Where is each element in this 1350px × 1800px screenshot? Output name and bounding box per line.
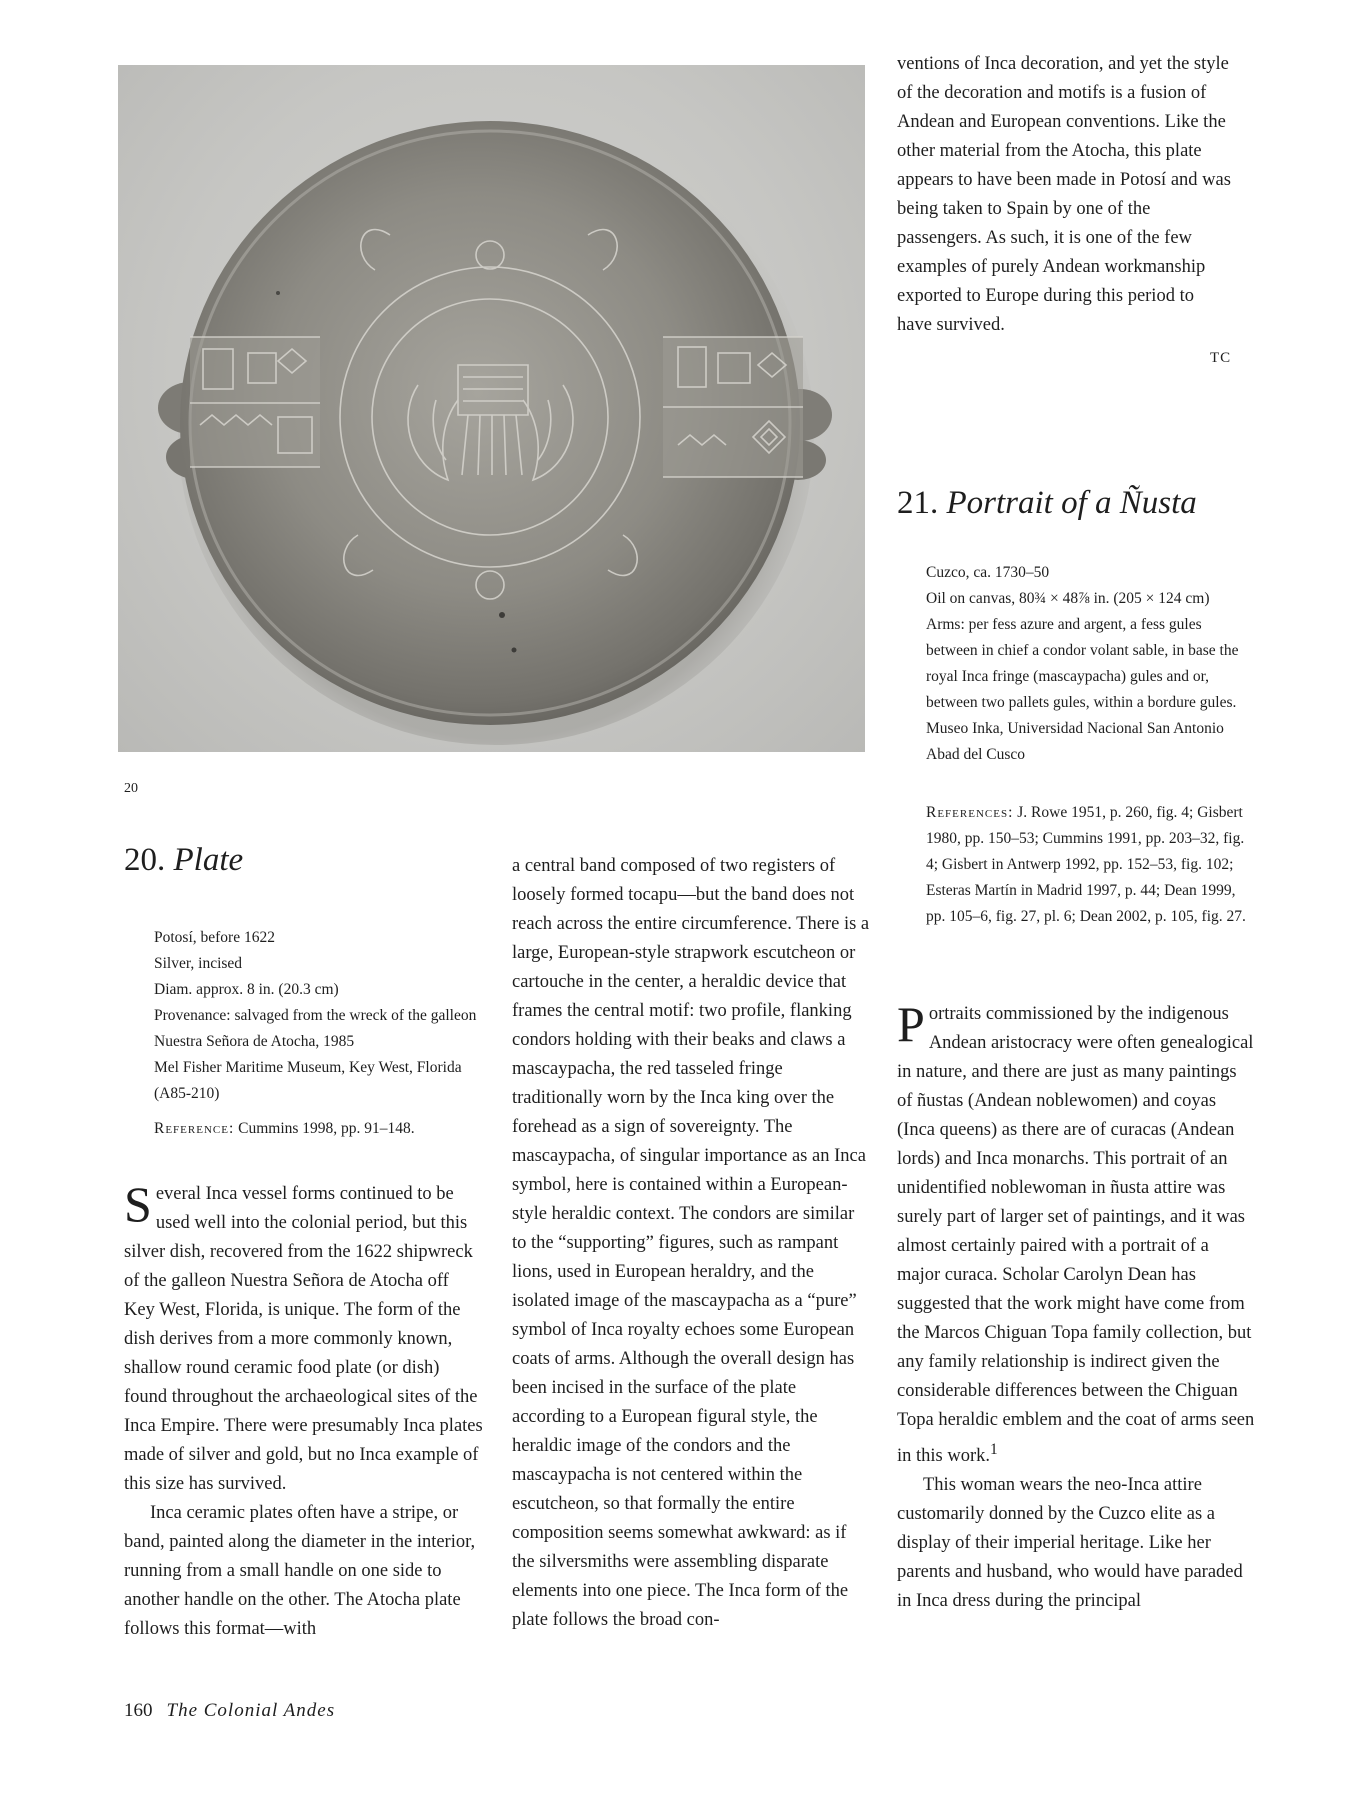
- column-1: [124, 1176, 484, 1644]
- column-3-bottom: [897, 996, 1255, 1616]
- entry-21-dropcap: P: [897, 996, 925, 1052]
- entry-20-number: 20.: [124, 842, 166, 878]
- entry-20-origin: Potosí, before 1622: [154, 929, 275, 946]
- entry-21-reference-text: J. Rowe 1951, p. 260, fig. 4; Gisbert 1980, pp. 150–53; Cummins 1991, pp. 203–32, fig. 4; Gisbert in Antwerp 1992, pp. 152–53, fig. 102; Esteras Martín in Madrid 1997, p. 44; Dean 1999, pp. 105–6, fig. 27, pl. 6; Dean 2002, p. 105, fig. 27.: [926, 804, 1246, 925]
- entry-21-number: 21.: [897, 485, 939, 521]
- entry-20-paragraph-1: [124, 1176, 484, 1499]
- plate-photograph: [118, 65, 865, 752]
- entry-20-title-text: Plate: [173, 842, 244, 878]
- entry-21-paragraph-2: This woman wears the neo-Inca attire customarily donned by the Cuzco elite as a display of their imperial heritage. Like her parents and husband, who would have paraded in Inca dress during the principal: [897, 1475, 1243, 1612]
- plate-illustration: [118, 65, 865, 752]
- column-2: [512, 852, 870, 1635]
- entry-21-title: [897, 485, 1197, 522]
- entry-21-references: [926, 800, 1246, 930]
- entry-21-metadata: [926, 560, 1256, 768]
- entry-20-title: [124, 842, 243, 879]
- entry-20-dropcap: S: [124, 1176, 152, 1232]
- entry-21-arms: Arms: per fess azure and argent, a fess gules between in chief a condor volant sable, in base the royal Inca fringe (mascaypacha) gules and or, between two pallets gules, within a bordure gules.: [926, 616, 1239, 711]
- author-initials: TC: [1210, 350, 1232, 366]
- entry-20-paragraph-3: a central band composed of two registers of loosely formed tocapu—but the band does not reach across the entire circumference. There is a large, European-style strapwork escutcheon or cartouche in the center, a heraldic device that frames the central motif: two profile, flanking condors holding with their beaks and claws a mascaypacha, the red tasseled fringe traditionally worn by the Inca king over the forehead as a sign of sovereignty. The mascaypacha, of singular importance as an Inca symbol, here is contained within a European-style heraldic context. The condors are similar to the “supporting” figures, such as rampant lions, used in European heraldry, and the isolated image of the mascaypacha as a “pure” symbol of Inca royalty echoes some European coats of arms. Although the overall design has been incised in the surface of the plate according to a European figural style, the heraldic image of the condors and the mascaypacha is not centered within the escutcheon, so that formally the entire composition seems somewhat awkward: as if the silversmiths were assembling disparate elements into one piece. The Inca form of the plate follows the broad con-: [512, 856, 870, 1630]
- entry-20-provenance: Provenance: salvaged from the wreck of the galleon Nuestra Señora de Atocha, 1985: [154, 1007, 477, 1050]
- column-3-top: [897, 50, 1233, 340]
- entry-21-title-text: Portrait of a Ñusta: [946, 485, 1197, 521]
- running-title: The Colonial Andes: [166, 1700, 336, 1721]
- entry-21-origin: Cuzco, ca. 1730–50: [926, 564, 1050, 581]
- entry-20-reference: [154, 1116, 484, 1142]
- entry-20-reference-text: Cummins 1998, pp. 91–148.: [238, 1120, 415, 1137]
- entry-21-medium: Oil on canvas, 80¾ × 48⅞ in. (205 × 124 cm): [926, 590, 1210, 607]
- page-number: 160: [124, 1700, 153, 1721]
- entry-20-metadata: [154, 925, 484, 1107]
- page-footer: [124, 1700, 335, 1722]
- entry-20-reference-label: Reference:: [154, 1120, 235, 1137]
- footnote-marker: 1: [990, 1441, 998, 1458]
- entry-20-medium: Silver, incised: [154, 955, 243, 972]
- entry-20-paragraph-4: ventions of Inca decoration, and yet the style of the decoration and motifs is a fusion of Andean and European conventions. Like the other material from the Atocha, this plate appears to have been made in Potosí and was being taken to Spain by one of the passengers. As such, it is one of the few examples of purely Andean workmanship exported to Europe during this period to have survived.: [897, 54, 1231, 335]
- entry-20-dimensions: Diam. approx. 8 in. (20.3 cm): [154, 981, 339, 998]
- entry-21-paragraph-1-text: ortraits commissioned by the indigenous Andean aristocracy were often genealogical in nature, and there are just as many paintings of ñustas (Andean noblewomen) and coyas (Inca queens) as there are of curacas (Andean lords) and Inca monarchs. This portrait of an unidentified noblewoman in ñusta attire was surely part of larger set of paintings, and it was almost certainly paired with a portrait of a major curaca. Scholar Carolyn Dean has suggested that the work might have come from the Marcos Chiguan Topa family collection, but any family relationship is indirect given the considerable differences between the Chiguan Topa heraldic emblem and the coat of arms seen in this work.: [897, 1004, 1255, 1467]
- figure-number: 20: [124, 781, 138, 796]
- entry-20-paragraph-2: Inca ceramic plates often have a stripe, or band, painted along the diameter in the interior, running from a small handle on one side to another handle on the other. The Atocha plate follows this format—with: [124, 1503, 476, 1639]
- entry-21-paragraph-1: [897, 996, 1255, 1471]
- entry-20-collection: Mel Fisher Maritime Museum, Key West, Florida (A85-210): [154, 1059, 462, 1102]
- entry-21-reference-label: References:: [926, 804, 1014, 821]
- entry-20-paragraph-1-text: everal Inca vessel forms continued to be used well into the colonial period, but this silver dish, recovered from the 1622 shipwreck of the galleon Nuestra Señora de Atocha off Key West, Florida, is unique. The form of the dish derives from a more commonly known, shallow round ceramic food plate (or dish) found throughout the archaeological sites of the Inca Empire. There were presumably Inca plates made of silver and gold, but no Inca example of this size has survived.: [124, 1184, 483, 1494]
- entry-21-collection: Museo Inka, Universidad Nacional San Antonio Abad del Cusco: [926, 720, 1224, 763]
